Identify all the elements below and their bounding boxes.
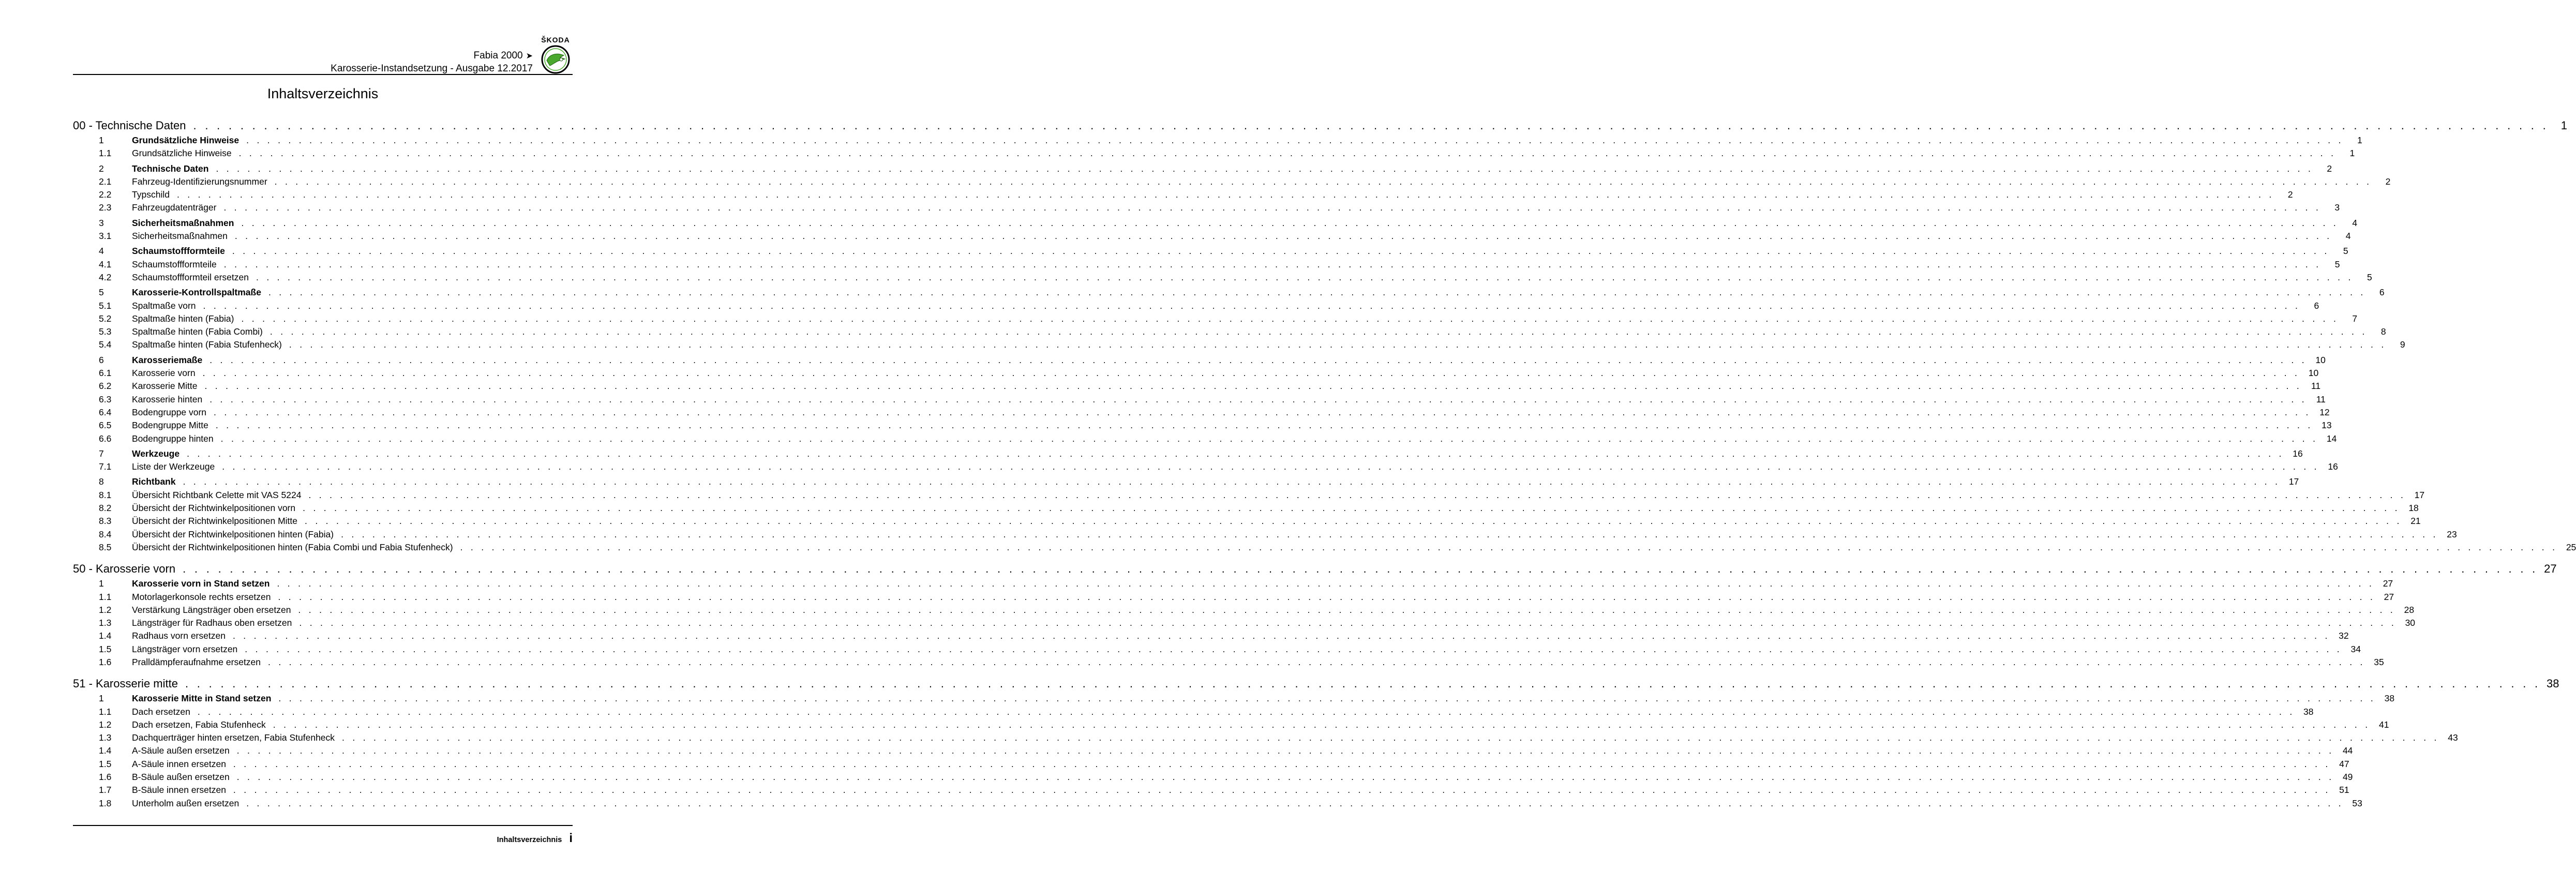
toc-number: 1.6	[99, 656, 112, 667]
toc-number: 1	[99, 693, 104, 704]
toc-page-number: 47	[2339, 758, 2349, 769]
toc-leader-dots: . . . . . . . . . . . . . . . . . . . . . . . . . . . . . . . . . . . . . . . . . . . . . . . . . . . . . . . . . . . . . . . . . . . . . . . . . . . . . . . . . . . . . . . . . . . . . . . . . . . . . . . . . . . . . . . . . . . . . . . . . . . . . . . . . . . . . . . . . . . . . . . . . . . . . . . . . . . . . . . . . . . . . . . . . . . . . . . . . . . . . . . . . . . . . . . . . . . . . . . .	[183, 476, 2281, 487]
brand-name: ŠKODA	[541, 36, 570, 44]
toc-page-number: 9	[2400, 339, 2405, 350]
footer-rule	[73, 825, 573, 826]
toc-page-number: 6	[2379, 287, 2385, 298]
toc-number: 5	[99, 287, 104, 298]
toc-label: Bodengruppe Mitte	[132, 420, 208, 431]
toc-number: 1	[99, 135, 104, 145]
toc-page-number: 5	[2334, 259, 2340, 269]
toc-section[interactable]	[73, 217, 2358, 231]
skoda-logo-icon	[541, 45, 570, 74]
toc-page-number: 25	[2566, 542, 2576, 552]
toc-page-number: 35	[2374, 656, 2384, 667]
toc-number: 7	[99, 448, 104, 459]
toc-page-number: 17	[2414, 489, 2425, 500]
toc-item[interactable]	[73, 300, 2319, 313]
toc-label: Technische Daten	[132, 163, 209, 174]
toc-page-number: 2	[2385, 176, 2391, 187]
toc-page-number: 23	[2447, 529, 2457, 539]
toc-label: Fahrzeugdatenträger	[132, 202, 217, 213]
toc-chapter[interactable]	[73, 562, 2557, 577]
toc-item[interactable]	[73, 656, 2384, 670]
toc-item[interactable]	[73, 529, 2457, 542]
toc-page-number: 28	[2404, 604, 2415, 615]
toc-leader-dots: . . . . . . . . . . . . . . . . . . . . . . . . . . . . . . . . . . . . . . . . . . . . . . . . . . . . . . . . . . . . . . . . . . . . . . . . . . . . . . . . . . . . . . . . . . . . . . . . . . . . . . . . . . . . . . . . . . . . . . . . . . . . . . . . . . . . . . . . . . . . . . . . . . . . . . . . . . . . . . . . . . . . . . . . . . . . . . . . . . . . . . . . . . . . . . . . . . . . . . . .	[342, 732, 2439, 743]
toc-item[interactable]	[73, 339, 2405, 352]
toc-item[interactable]	[73, 758, 2349, 772]
toc-leader-dots: . . . . . . . . . . . . . . . . . . . . . . . . . . . . . . . . . . . . . . . . . . . . . . . . . . . . . . . . . . . . . . . . . . . . . . . . . . . . . . . . . . . . . . . . . . . . . . . . . . . . . . . . . . . . . . . . . . . . . . . . . . . . . . . . . . . . . . . . . . . . . . . . . . . . . . . . . . . . . . . . . . . . . . . . . . . . . . . . . . . . . . . . . . . . . . . . . . . . . . . .	[245, 643, 2342, 654]
table-of-contents	[73, 119, 2576, 811]
toc-label: Grundsätzliche Hinweise	[132, 148, 232, 159]
toc-section[interactable]	[73, 448, 2303, 461]
toc-number: 3.1	[99, 231, 112, 242]
toc-leader-dots: . . . . . . . . . . . . . . . . . . . . . . . . . . . . . . . . . . . . . . . . . . . . . . . . . . . . . . . . . . . . . . . . . . . . . . . . . . . . . . . . . . . . . . . . . . . . . . . . . . . . . . . . . . . . . . . . . . . . . . . . . . . . . . . . . . . . . . . . . . . . . . . . . . . . . . . . . . . . . . . . . . . . . . . . . . . . . . . . . . . . . . . . . . . . . . . . . . . . . . . .	[223, 202, 2322, 213]
toc-page-number: 16	[2328, 461, 2338, 472]
toc-number: 1.3	[99, 618, 112, 628]
toc-item[interactable]	[73, 785, 2349, 798]
toc-page-number: 30	[2405, 618, 2416, 628]
toc-item[interactable]	[73, 202, 2340, 215]
toc-leader-dots: . . . . . . . . . . . . . . . . . . . . . . . . . . . . . . . . . . . . . . . . . . . . . . . . . . . . . . . . . . . . . . . . . . . . . . . . . . . . . . . . . . . . . . . . . . . . . . . . . . . . . . . . . . . . . . . . . . . . . . . . . . . . . . . . . . . . . . . . . . . . . . . . . . . . . . . . . . . . . . . . . . . . . . . . . . . . . . . . . . . . . . . . . . . . . . . . . . . . . . . .	[185, 677, 2541, 690]
toc-page-number: 4	[2345, 231, 2351, 242]
toc-number: 8.5	[99, 542, 112, 552]
toc-label: Übersicht der Richtwinkelpositionen vorn	[132, 503, 296, 514]
toc-page-number: 34	[2350, 643, 2361, 654]
toc-item[interactable]	[73, 489, 2425, 503]
toc-number: 1	[99, 578, 104, 589]
toc-item[interactable]	[73, 732, 2458, 745]
toc-label: 00 - Technische Daten	[73, 119, 186, 132]
brand-logo	[538, 36, 573, 74]
toc-label: Karosserie Mitte	[132, 381, 198, 392]
toc-leader-dots: . . . . . . . . . . . . . . . . . . . . . . . . . . . . . . . . . . . . . . . . . . . . . . . . . . . . . . . . . . . . . . . . . . . . . . . . . . . . . . . . . . . . . . . . . . . . . . . . . . . . . . . . . . . . . . . . . . . . . . . . . . . . . . . . . . . . . . . . . . . . . . . . . . . . . . . . . . . . . . . . . . . . . . . . . . . . . . . . . . . . . . . . . . . . . . . . . . . . . . . .	[256, 272, 2354, 282]
toc-label: Verstärkung Längsträger oben ersetzen	[132, 604, 291, 615]
toc-label: Schaumstoffformteile	[132, 259, 217, 269]
toc-page-number: 2	[2327, 163, 2332, 174]
toc-label: Längsträger für Radhaus oben ersetzen	[132, 618, 292, 628]
toc-page-number: 8	[2380, 326, 2386, 337]
toc-section[interactable]	[73, 163, 2332, 176]
toc-page-number: 27	[2544, 562, 2557, 576]
toc-label: Pralldämpferaufnahme ersetzen	[132, 656, 261, 667]
toc-number: 5.3	[99, 326, 112, 337]
toc-leader-dots: . . . . . . . . . . . . . . . . . . . . . . . . . . . . . . . . . . . . . . . . . . . . . . . . . . . . . . . . . . . . . . . . . . . . . . . . . . . . . . . . . . . . . . . . . . . . . . . . . . . . . . . . . . . . . . . . . . . . . . . . . . . . . . . . . . . . . . . . . . . . . . . . . . . . . . . . . . . . . . . . . . . . . . . . . . . . . . . . . . . . . . . . . . . . . . . . . . . . . . . .	[216, 163, 2314, 174]
toc-label: Spaltmaße hinten (Fabia Stufenheck)	[132, 339, 282, 350]
toc-page-number: 11	[2311, 381, 2321, 392]
toc-label: B-Säule innen ersetzen	[132, 785, 226, 795]
toc-number: 1.4	[99, 745, 112, 756]
toc-section[interactable]	[73, 354, 2326, 368]
toc-number: 6	[99, 354, 104, 365]
toc-item[interactable]	[73, 189, 2293, 202]
toc-number: 6.5	[99, 420, 112, 431]
toc-leader-dots: . . . . . . . . . . . . . . . . . . . . . . . . . . . . . . . . . . . . . . . . . . . . . . . . . . . . . . . . . . . . . . . . . . . . . . . . . . . . . . . . . . . . . . . . . . . . . . . . . . . . . . . . . . . . . . . . . . . . . . . . . . . . . . . . . . . . . . . . . . . . . . . . . . . . . . . . . . . . . . . . . . . . . . . . . . . . . . . . . . . . . . . . . . . . . . . . . . . . . . . .	[236, 772, 2334, 783]
toc-label: Karosserie vorn	[132, 368, 196, 379]
footer-label: Inhaltsverzeichnis	[497, 836, 562, 844]
toc-item[interactable]	[73, 719, 2389, 732]
toc-page-number: 17	[2288, 476, 2299, 487]
toc-item[interactable]	[73, 420, 2332, 433]
toc-item[interactable]	[73, 643, 2361, 657]
toc-label: 50 - Karosserie vorn	[73, 562, 176, 576]
toc-leader-dots: . . . . . . . . . . . . . . . . . . . . . . . . . . . . . . . . . . . . . . . . . . . . . . . . . . . . . . . . . . . . . . . . . . . . . . . . . . . . . . . . . . . . . . . . . . . . . . . . . . . . . . . . . . . . . . . . . . . . . . . . . . . . . . . . . . . . . . . . . . . . . . . . . . . . . . . . . . . . . . . . . . . . . . . . . . . . . . . . . . . . . . . . . . . . . . . . . . . . . . . .	[268, 287, 2366, 298]
toc-number: 7.1	[99, 461, 112, 472]
toc-section[interactable]	[73, 476, 2299, 489]
toc-section[interactable]	[73, 246, 2348, 259]
toc-page-number: 4	[2352, 217, 2358, 228]
toc-page-number: 18	[2408, 503, 2419, 514]
toc-number: 4.1	[99, 259, 112, 269]
toc-leader-dots: . . . . . . . . . . . . . . . . . . . . . . . . . . . . . . . . . . . . . . . . . . . . . . . . . . . . . . . . . . . . . . . . . . . . . . . . . . . . . . . . . . . . . . . . . . . . . . . . . . . . . . . . . . . . . . . . . . . . . . . . . . . . . . . . . . . . . . . . . . . . . . . . . . . . . . . . . . . . . . . . . . . . . . . . . . . . . . . . . . . . . . . . . . . . . . . . . . . . . . . .	[203, 300, 2301, 311]
toc-leader-dots: . . . . . . . . . . . . . . . . . . . . . . . . . . . . . . . . . . . . . . . . . . . . . . . . . . . . . . . . . . . . . . . . . . . . . . . . . . . . . . . . . . . . . . . . . . . . . . . . . . . . . . . . . . . . . . . . . . . . . . . . . . . . . . . . . . . . . . . . . . . . . . . . . . . . . . . . . . . . . . . . . . . . . . . . . . . . . . . . . . . . . . . . . . . . . . . . . . . . . . . .	[232, 630, 2330, 641]
toc-number: 1.1	[99, 591, 112, 602]
toc-leader-dots: . . . . . . . . . . . . . . . . . . . . . . . . . . . . . . . . . . . . . . . . . . . . . . . . . . . . . . . . . . . . . . . . . . . . . . . . . . . . . . . . . . . . . . . . . . . . . . . . . . . . . . . . . . . . . . . . . . . . . . . . . . . . . . . . . . . . . . . . . . . . . . . . . . . . . . . . . . . . . . . . . . . . . . . . . . . . . . . . . . . . . . . . . . . . . . . . . . . . . . . .	[234, 231, 2332, 242]
toc-label: Sicherheitsmaßnahmen	[132, 231, 228, 242]
toc-label: Längsträger vorn ersetzen	[132, 643, 238, 654]
arrow-right-icon: ➤	[526, 52, 533, 61]
toc-item[interactable]	[73, 394, 2326, 407]
toc-label: Typschild	[132, 189, 170, 200]
toc-section[interactable]	[73, 578, 2393, 591]
toc-item[interactable]	[73, 313, 2358, 326]
toc-number: 1.5	[99, 643, 112, 654]
toc-label: Richtbank	[132, 476, 176, 487]
toc-item[interactable]	[73, 407, 2330, 420]
toc-leader-dots: . . . . . . . . . . . . . . . . . . . . . . . . . . . . . . . . . . . . . . . . . . . . . . . . . . . . . . . . . . . . . . . . . . . . . . . . . . . . . . . . . . . . . . . . . . . . . . . . . . . . . . . . . . . . . . . . . . . . . . . . . . . . . . . . . . . . . . . . . . . . . . . . . . . . . . . . . . . . . . . . . . . . . . . . . . . . . . . . . . . . . . . . . . . . . . . . . . . . . . . .	[246, 135, 2344, 145]
toc-section[interactable]	[73, 693, 2395, 706]
toc-page-number: 1	[2560, 119, 2568, 132]
toc-item[interactable]	[73, 231, 2351, 244]
toc-leader-dots: . . . . . . . . . . . . . . . . . . . . . . . . . . . . . . . . . . . . . . . . . . . . . . . . . . . . . . . . . . . . . . . . . . . . . . . . . . . . . . . . . . . . . . . . . . . . . . . . . . . . . . . . . . . . . . . . . . . . . . . . . . . . . . . . . . . . . . . . . . . . . . . . . . . . . . . . . . . . . . . . . . . . . . . . . . . . . . . . . . . . . . . . . . . . . . . . . . . . . . . .	[238, 148, 2337, 159]
page-footer	[497, 831, 573, 846]
toc-leader-dots: . . . . . . . . . . . . . . . . . . . . . . . . . . . . . . . . . . . . . . . . . . . . . . . . . . . . . . . . . . . . . . . . . . . . . . . . . . . . . . . . . . . . . . . . . . . . . . . . . . . . . . . . . . . . . . . . . . . . . . . . . . . . . . . . . . . . . . . . . . . . . . . . . . . . . . . . . . . . . . . . . . . . . . . . . . . . . . . . . . . . . . . . . . . . . . . . . . . . . . . .	[197, 706, 2295, 717]
toc-leader-dots: . . . . . . . . . . . . . . . . . . . . . . . . . . . . . . . . . . . . . . . . . . . . . . . . . . . . . . . . . . . . . . . . . . . . . . . . . . . . . . . . . . . . . . . . . . . . . . . . . . . . . . . . . . . . . . . . . . . . . . . . . . . . . . . . . . . . . . . . . . . . . . . . . . . . . . . . . . . . . . . . . . . . . . . . . . . . . . . . . . . . . . . . . . . . . . . . . . . . . . . .	[187, 448, 2284, 459]
toc-leader-dots: . . . . . . . . . . . . . . . . . . . . . . . . . . . . . . . . . . . . . . . . . . . . . . . . . . . . . . . . . . . . . . . . . . . . . . . . . . . . . . . . . . . . . . . . . . . . . . . . . . . . . . . . . . . . . . . . . . . . . . . . . . . . . . . . . . . . . . . . . . . . . . . . . . . . . . . . . . . . . . . . . . . . . . . . . . . . . . . . . . . . . . . . . . . . . . . . . . . . . . . .	[233, 785, 2331, 795]
toc-label: Bodengruppe vorn	[132, 407, 206, 417]
toc-number: 5.2	[99, 313, 112, 324]
toc-item[interactable]	[73, 272, 2372, 285]
header-subtitle: Karosserie-Instandsetzung - Ausgabe 12.2017	[331, 63, 533, 74]
toc-label: Übersicht der Richtwinkelpositionen hinten (Fabia Combi und Fabia Stufenheck)	[132, 542, 453, 552]
toc-leader-dots: . . . . . . . . . . . . . . . . . . . . . . . . . . . . . . . . . . . . . . . . . . . . . . . . . . . . . . . . . . . . . . . . . . . . . . . . . . . . . . . . . . . . . . . . . . . . . . . . . . . . . . . . . . . . . . . . . . . . . . . . . . . . . . . . . . . . . . . . . . . . . . . . . . . . . . . . . . . . . . . . . . . . . . . . . . . . . . . . . . . . . . . . . . . . . . . . . . . . . . . .	[341, 529, 2438, 539]
toc-page-number: 10	[2315, 354, 2326, 365]
toc-leader-dots: . . . . . . . . . . . . . . . . . . . . . . . . . . . . . . . . . . . . . . . . . . . . . . . . . . . . . . . . . . . . . . . . . . . . . . . . . . . . . . . . . . . . . . . . . . . . . . . . . . . . . . . . . . . . . . . . . . . . . . . . . . . . . . . . . . . . . . . . . . . . . . . . . . . . . . . . . . . . . . . . . . . . . . . . . . . . . . . . . . . . . . . . . . . . . . . . . . . . . . . .	[232, 246, 2330, 257]
header-model-line	[331, 50, 533, 62]
toc-number: 1.2	[99, 719, 112, 730]
toc-leader-dots: . . . . . . . . . . . . . . . . . . . . . . . . . . . . . . . . . . . . . . . . . . . . . . . . . . . . . . . . . . . . . . . . . . . . . . . . . . . . . . . . . . . . . . . . . . . . . . . . . . . . . . . . . . . . . . . . . . . . . . . . . . . . . . . . . . . . . . . . . . . . . . . . . . . . . . . . . . . . . . . . . . . . . . . . . . . . . . . . . . . . . . . . . . . . . . . . . . . . . . . .	[278, 591, 2376, 602]
toc-leader-dots: . . . . . . . . . . . . . . . . . . . . . . . . . . . . . . . . . . . . . . . . . . . . . . . . . . . . . . . . . . . . . . . . . . . . . . . . . . . . . . . . . . . . . . . . . . . . . . . . . . . . . . . . . . . . . . . . . . . . . . . . . . . . . . . . . . . . . . . . . . . . . . . . . . . . . . . . . . . . . . . . . . . . . . . . . . . . . . . . . . . . . . . . . . . . . . . . . . . . . . . .	[273, 719, 2371, 730]
toc-leader-dots: . . . . . . . . . . . . . . . . . . . . . . . . . . . . . . . . . . . . . . . . . . . . . . . . . . . . . . . . . . . . . . . . . . . . . . . . . . . . . . . . . . . . . . . . . . . . . . . . . . . . . . . . . . . . . . . . . . . . . . . . . . . . . . . . . . . . . . . . . . . . . . . . . . . . . . . . . . . . . . . . . . . . . . . . . . . . . . . . . . . . . . . . . . . . . . . . . . . . . . . .	[220, 433, 2318, 444]
toc-page-number: 38	[2384, 693, 2395, 704]
toc-number: 1.8	[99, 798, 112, 808]
toc-page-number: 14	[2326, 433, 2337, 444]
toc-page-number: 2	[2287, 189, 2293, 200]
toc-leader-dots: . . . . . . . . . . . . . . . . . . . . . . . . . . . . . . . . . . . . . . . . . . . . . . . . . . . . . . . . . . . . . . . . . . . . . . . . . . . . . . . . . . . . . . . . . . . . . . . . . . . . . . . . . . . . . . . . . . . . . . . . . . . . . . . . . . . . . . . . . . . . . . . . . . . . . . . . . . . . . . . . . . . . . . . . . . . . . . . . . . . . . . . . . . . . . . . . . . . . . . . .	[222, 461, 2319, 472]
toc-number: 8.2	[99, 503, 112, 514]
toc-leader-dots: . . . . . . . . . . . . . . . . . . . . . . . . . . . . . . . . . . . . . . . . . . . . . . . . . . . . . . . . . . . . . . . . . . . . . . . . . . . . . . . . . . . . . . . . . . . . . . . . . . . . . . . . . . . . . . . . . . . . . . . . . . . . . . . . . . . . . . . . . . . . . . . . . . . . . . . . . . . . . . . . . . . . . . . . . . . . . . . . . . . . . . . . . . . . . . . . . . . . . . . .	[236, 745, 2334, 756]
toc-leader-dots: . . . . . . . . . . . . . . . . . . . . . . . . . . . . . . . . . . . . . . . . . . . . . . . . . . . . . . . . . . . . . . . . . . . . . . . . . . . . . . . . . . . . . . . . . . . . . . . . . . . . . . . . . . . . . . . . . . . . . . . . . . . . . . . . . . . . . . . . . . . . . . . . . . . . . . . . . . . . . . . . . . . . . . . . . . . . . . . . . . . . . . . . . . . . . . . . . . . . . . . .	[176, 189, 2274, 200]
toc-leader-dots: . . . . . . . . . . . . . . . . . . . . . . . . . . . . . . . . . . . . . . . . . . . . . . . . . . . . . . . . . . . . . . . . . . . . . . . . . . . . . . . . . . . . . . . . . . . . . . . . . . . . . . . . . . . . . . . . . . . . . . . . . . . . . . . . . . . . . . . . . . . . . . . . . . . . . . . . . . . . . . . . . . . . . . . . . . . . . . . . . . . . . . . . . . . . . . . . . . . . . . . .	[289, 339, 2387, 350]
toc-page-number: 6	[2314, 300, 2319, 311]
toc-number: 8.3	[99, 516, 112, 527]
toc-section[interactable]	[73, 135, 2362, 148]
toc-label: Grundsätzliche Hinweise	[132, 135, 239, 145]
toc-page-number: 38	[2547, 677, 2559, 690]
toc-label: Fahrzeug-Identifizierungsnummer	[132, 176, 267, 187]
toc-page-number: 10	[2308, 368, 2319, 379]
toc-label: Spaltmaße vorn	[132, 300, 196, 311]
toc-leader-dots: . . . . . . . . . . . . . . . . . . . . . . . . . . . . . . . . . . . . . . . . . . . . . . . . . . . . . . . . . . . . . . . . . . . . . . . . . . . . . . . . . . . . . . . . . . . . . . . . . . . . . . . . . . . . . . . . . . . . . . . . . . . . . . . . . . . . . . . . . . . . . . . . . . . . . . . . . . . . . . . . . . . . . . . . . . . . . . . . . . . . . . . . . . . . . . . . . . . . . . . .	[183, 562, 2538, 576]
toc-number: 6.4	[99, 407, 112, 417]
toc-label: Sicherheitsmaßnahmen	[132, 217, 234, 228]
toc-number: 3	[99, 217, 104, 228]
toc-leader-dots: . . . . . . . . . . . . . . . . . . . . . . . . . . . . . . . . . . . . . . . . . . . . . . . . . . . . . . . . . . . . . . . . . . . . . . . . . . . . . . . . . . . . . . . . . . . . . . . . . . . . . . . . . . . . . . . . . . . . . . . . . . . . . . . . . . . . . . . . . . . . . . . . . . . . . . . . . . . . . . . . . . . . . . . . . . . . . . . . . . . . . . . . . . . . . . . . . . . . . . . .	[303, 503, 2400, 514]
toc-page-number: 7	[2352, 313, 2358, 324]
toc-item[interactable]	[73, 259, 2340, 272]
toc-leader-dots: . . . . . . . . . . . . . . . . . . . . . . . . . . . . . . . . . . . . . . . . . . . . . . . . . . . . . . . . . . . . . . . . . . . . . . . . . . . . . . . . . . . . . . . . . . . . . . . . . . . . . . . . . . . . . . . . . . . . . . . . . . . . . . . . . . . . . . . . . . . . . . . . . . . . . . . . . . . . . . . . . . . . . . . . . . . . . . . . . . . . . . . . . . . . . . . . . . . . . . . .	[215, 420, 2313, 431]
toc-number: 6.6	[99, 433, 112, 444]
toc-leader-dots: . . . . . . . . . . . . . . . . . . . . . . . . . . . . . . . . . . . . . . . . . . . . . . . . . . . . . . . . . . . . . . . . . . . . . . . . . . . . . . . . . . . . . . . . . . . . . . . . . . . . . . . . . . . . . . . . . . . . . . . . . . . . . . . . . . . . . . . . . . . . . . . . . . . . . . . . . . . . . . . . . . . . . . . . . . . . . . . . . . . . . . . . . . . . . . . . . . . . . . . .	[223, 259, 2322, 269]
toc-item[interactable]	[73, 706, 2314, 719]
toc-leader-dots: . . . . . . . . . . . . . . . . . . . . . . . . . . . . . . . . . . . . . . . . . . . . . . . . . . . . . . . . . . . . . . . . . . . . . . . . . . . . . . . . . . . . . . . . . . . . . . . . . . . . . . . . . . . . . . . . . . . . . . . . . . . . . . . . . . . . . . . . . . . . . . . . . . . . . . . . . . . . . . . . . . . . . . . . . . . . . . . . . . . . . . . . . . . . . . . . . . . . . . . .	[298, 604, 2396, 615]
toc-label: Unterholm außen ersetzen	[132, 798, 239, 808]
toc-item[interactable]	[73, 630, 2349, 643]
toc-page-number: 16	[2293, 448, 2303, 459]
toc-leader-dots: . . . . . . . . . . . . . . . . . . . . . . . . . . . . . . . . . . . . . . . . . . . . . . . . . . . . . . . . . . . . . . . . . . . . . . . . . . . . . . . . . . . . . . . . . . . . . . . . . . . . . . . . . . . . . . . . . . . . . . . . . . . . . . . . . . . . . . . . . . . . . . . . . . . . . . . . . . . . . . . . . . . . . . . . . . . . . . . . . . . . . . . . . . . . . . . . . . . . . . . .	[233, 758, 2331, 769]
toc-label: Karosserie hinten	[132, 394, 203, 404]
toc-label: Dach ersetzen	[132, 706, 190, 717]
toc-label: Spaltmaße hinten (Fabia)	[132, 313, 234, 324]
toc-page-number: 5	[2367, 272, 2372, 282]
toc-leader-dots: . . . . . . . . . . . . . . . . . . . . . . . . . . . . . . . . . . . . . . . . . . . . . . . . . . . . . . . . . . . . . . . . . . . . . . . . . . . . . . . . . . . . . . . . . . . . . . . . . . . . . . . . . . . . . . . . . . . . . . . . . . . . . . . . . . . . . . . . . . . . . . . . . . . . . . . . . . . . . . . . . . . . . . . . . . . . . . . . . . . . . . . . . . . . . . . . . . . . . . . .	[204, 381, 2302, 392]
toc-chapter[interactable]	[73, 677, 2559, 692]
header-model: Fabia 2000	[473, 50, 523, 61]
toc-leader-dots: . . . . . . . . . . . . . . . . . . . . . . . . . . . . . . . . . . . . . . . . . . . . . . . . . . . . . . . . . . . . . . . . . . . . . . . . . . . . . . . . . . . . . . . . . . . . . . . . . . . . . . . . . . . . . . . . . . . . . . . . . . . . . . . . . . . . . . . . . . . . . . . . . . . . . . . . . . . . . . . . . . . . . . . . . . . . . . . . . . . . . . . . . . . . . . . . . . . . . . . .	[305, 516, 2402, 527]
toc-item[interactable]	[73, 591, 2394, 605]
footer-page-number: i	[569, 831, 573, 845]
toc-number: 6.3	[99, 394, 112, 404]
toc-label: Spaltmaße hinten (Fabia Combi)	[132, 326, 263, 337]
toc-number: 1.3	[99, 732, 112, 743]
toc-number: 5.1	[99, 300, 112, 311]
toc-page-number: 21	[2410, 516, 2421, 527]
toc-label: A-Säule außen ersetzen	[132, 745, 230, 756]
toc-label: Übersicht der Richtwinkelpositionen Mitte	[132, 516, 297, 527]
toc-label: Übersicht Richtbank Celette mit VAS 5224	[132, 489, 302, 500]
toc-number: 2.3	[99, 202, 112, 213]
toc-leader-dots: . . . . . . . . . . . . . . . . . . . . . . . . . . . . . . . . . . . . . . . . . . . . . . . . . . . . . . . . . . . . . . . . . . . . . . . . . . . . . . . . . . . . . . . . . . . . . . . . . . . . . . . . . . . . . . . . . . . . . . . . . . . . . . . . . . . . . . . . . . . . . . . . . . . . . . . . . . . . . . . . . . . . . . . . . . . . . . . . . . . . . . . . . . . . . . . . . . . . . . . .	[202, 368, 2300, 379]
toc-label: Karosserie-Kontrollspaltmaße	[132, 287, 261, 298]
toc-item[interactable]	[73, 798, 2362, 811]
toc-label: Radhaus vorn ersetzen	[132, 630, 226, 641]
toc-number: 1.7	[99, 785, 112, 795]
toc-number: 1.1	[99, 706, 112, 717]
toc-page-number: 38	[2303, 706, 2314, 717]
toc-page-number: 13	[2322, 420, 2332, 431]
toc-page-number: 32	[2339, 630, 2349, 641]
toc-item[interactable]	[73, 516, 2421, 529]
toc-number: 1.5	[99, 758, 112, 769]
toc-page-number: 1	[2349, 148, 2355, 159]
toc-label: 51 - Karosserie mitte	[73, 677, 178, 690]
toc-leader-dots: . . . . . . . . . . . . . . . . . . . . . . . . . . . . . . . . . . . . . . . . . . . . . . . . . . . . . . . . . . . . . . . . . . . . . . . . . . . . . . . . . . . . . . . . . . . . . . . . . . . . . . . . . . . . . . . . . . . . . . . . . . . . . . . . . . . . . . . . . . . . . . . . . . . . . . . . . . . . . . . . . . . . . . . . . . . . . . . . . . . . . . . . . . . . . . . . . . . . . . . .	[241, 313, 2339, 324]
toc-item[interactable]	[73, 542, 2576, 555]
toc-page-number: 51	[2339, 785, 2349, 795]
toc-section[interactable]	[73, 287, 2385, 300]
toc-number: 8.4	[99, 529, 112, 539]
toc-number: 4.2	[99, 272, 112, 282]
toc-leader-dots: . . . . . . . . . . . . . . . . . . . . . . . . . . . . . . . . . . . . . . . . . . . . . . . . . . . . . . . . . . . . . . . . . . . . . . . . . . . . . . . . . . . . . . . . . . . . . . . . . . . . . . . . . . . . . . . . . . . . . . . . . . . . . . . . . . . . . . . . . . . . . . . . . . . . . . . . . . . . . . . . . . . . . . . . . . . . . . . . . . . . . . . . . . . . . . . . . . . . . . . .	[214, 407, 2311, 417]
toc-page-number: 27	[2384, 591, 2394, 602]
toc-label: Karosseriemaße	[132, 354, 203, 365]
toc-page-number: 27	[2383, 578, 2393, 589]
toc-page-number: 5	[2343, 246, 2348, 257]
toc-label: Karosserie vorn in Stand setzen	[132, 578, 270, 589]
toc-number: 8	[99, 476, 104, 487]
toc-item[interactable]	[73, 176, 2391, 189]
toc-number: 6.1	[99, 368, 112, 379]
toc-leader-dots: . . . . . . . . . . . . . . . . . . . . . . . . . . . . . . . . . . . . . . . . . . . . . . . . . . . . . . . . . . . . . . . . . . . . . . . . . . . . . . . . . . . . . . . . . . . . . . . . . . . . . . . . . . . . . . . . . . . . . . . . . . . . . . . . . . . . . . . . . . . . . . . . . . . . . . . . . . . . . . . . . . . . . . . . . . . . . . . . . . . . . . . . . . . . . . . . . . . . . . . .	[268, 656, 2365, 667]
toc-item[interactable]	[73, 604, 2415, 618]
toc-leader-dots: . . . . . . . . . . . . . . . . . . . . . . . . . . . . . . . . . . . . . . . . . . . . . . . . . . . . . . . . . . . . . . . . . . . . . . . . . . . . . . . . . . . . . . . . . . . . . . . . . . . . . . . . . . . . . . . . . . . . . . . . . . . . . . . . . . . . . . . . . . . . . . . . . . . . . . . . . . . . . . . . . . . . . . . . . . . . . . . . . . . . . . . . . . . . . . . . . . . . . . . .	[193, 119, 2549, 132]
toc-number: 6.2	[99, 381, 112, 392]
toc-leader-dots: . . . . . . . . . . . . . . . . . . . . . . . . . . . . . . . . . . . . . . . . . . . . . . . . . . . . . . . . . . . . . . . . . . . . . . . . . . . . . . . . . . . . . . . . . . . . . . . . . . . . . . . . . . . . . . . . . . . . . . . . . . . . . . . . . . . . . . . . . . . . . . . . . . . . . . . . . . . . . . . . . . . . . . . . . . . . . . . . . . . . . . . . . . . . . . . . . . . . . . . .	[460, 542, 2558, 552]
toc-item[interactable]	[73, 461, 2338, 474]
toc-number: 1.1	[99, 148, 112, 159]
toc-page-number: 1	[2357, 135, 2362, 145]
toc-leader-dots: . . . . . . . . . . . . . . . . . . . . . . . . . . . . . . . . . . . . . . . . . . . . . . . . . . . . . . . . . . . . . . . . . . . . . . . . . . . . . . . . . . . . . . . . . . . . . . . . . . . . . . . . . . . . . . . . . . . . . . . . . . . . . . . . . . . . . . . . . . . . . . . . . . . . . . . . . . . . . . . . . . . . . . . . . . . . . . . . . . . . . . . . . . . . . . . . . . . . . . . .	[308, 489, 2406, 500]
toc-leader-dots: . . . . . . . . . . . . . . . . . . . . . . . . . . . . . . . . . . . . . . . . . . . . . . . . . . . . . . . . . . . . . . . . . . . . . . . . . . . . . . . . . . . . . . . . . . . . . . . . . . . . . . . . . . . . . . . . . . . . . . . . . . . . . . . . . . . . . . . . . . . . . . . . . . . . . . . . . . . . . . . . . . . . . . . . . . . . . . . . . . . . . . . . . . . . . . . . . . . . . . . .	[277, 578, 2375, 589]
toc-leader-dots: . . . . . . . . . . . . . . . . . . . . . . . . . . . . . . . . . . . . . . . . . . . . . . . . . . . . . . . . . . . . . . . . . . . . . . . . . . . . . . . . . . . . . . . . . . . . . . . . . . . . . . . . . . . . . . . . . . . . . . . . . . . . . . . . . . . . . . . . . . . . . . . . . . . . . . . . . . . . . . . . . . . . . . . . . . . . . . . . . . . . . . . . . . . . . . . . . . . . . . . .	[209, 394, 2307, 404]
toc-label: Karosserie Mitte in Stand setzen	[132, 693, 272, 704]
toc-page-number: 53	[2352, 798, 2362, 808]
toc-number: 2.2	[99, 189, 112, 200]
toc-leader-dots: . . . . . . . . . . . . . . . . . . . . . . . . . . . . . . . . . . . . . . . . . . . . . . . . . . . . . . . . . . . . . . . . . . . . . . . . . . . . . . . . . . . . . . . . . . . . . . . . . . . . . . . . . . . . . . . . . . . . . . . . . . . . . . . . . . . . . . . . . . . . . . . . . . . . . . . . . . . . . . . . . . . . . . . . . . . . . . . . . . . . . . . . . . . . . . . . . . . . . . . .	[299, 618, 2397, 628]
header-text	[331, 50, 533, 75]
toc-leader-dots: . . . . . . . . . . . . . . . . . . . . . . . . . . . . . . . . . . . . . . . . . . . . . . . . . . . . . . . . . . . . . . . . . . . . . . . . . . . . . . . . . . . . . . . . . . . . . . . . . . . . . . . . . . . . . . . . . . . . . . . . . . . . . . . . . . . . . . . . . . . . . . . . . . . . . . . . . . . . . . . . . . . . . . . . . . . . . . . . . . . . . . . . . . . . . . . . . . . . . . . .	[246, 798, 2344, 808]
toc-number: 2	[99, 163, 104, 174]
page-title: Inhaltsverzeichnis	[267, 86, 379, 101]
toc-number: 4	[99, 246, 104, 257]
toc-label: Schaumstoffformteil ersetzen	[132, 272, 249, 282]
toc-label: Liste der Werkzeuge	[132, 461, 215, 472]
page-header	[73, 31, 573, 74]
toc-page-number: 43	[2448, 732, 2458, 743]
toc-page-number: 44	[2342, 745, 2353, 756]
toc-leader-dots: . . . . . . . . . . . . . . . . . . . . . . . . . . . . . . . . . . . . . . . . . . . . . . . . . . . . . . . . . . . . . . . . . . . . . . . . . . . . . . . . . . . . . . . . . . . . . . . . . . . . . . . . . . . . . . . . . . . . . . . . . . . . . . . . . . . . . . . . . . . . . . . . . . . . . . . . . . . . . . . . . . . . . . . . . . . . . . . . . . . . . . . . . . . . . . . . . . . . . . . .	[269, 326, 2368, 337]
toc-chapter[interactable]	[73, 119, 2568, 133]
toc-item[interactable]	[73, 148, 2355, 161]
toc-number: 1.2	[99, 604, 112, 615]
toc-page-number: 11	[2316, 394, 2326, 404]
toc-leader-dots: . . . . . . . . . . . . . . . . . . . . . . . . . . . . . . . . . . . . . . . . . . . . . . . . . . . . . . . . . . . . . . . . . . . . . . . . . . . . . . . . . . . . . . . . . . . . . . . . . . . . . . . . . . . . . . . . . . . . . . . . . . . . . . . . . . . . . . . . . . . . . . . . . . . . . . . . . . . . . . . . . . . . . . . . . . . . . . . . . . . . . . . . . . . . . . . . . . . . . . . .	[278, 693, 2376, 704]
toc-leader-dots: . . . . . . . . . . . . . . . . . . . . . . . . . . . . . . . . . . . . . . . . . . . . . . . . . . . . . . . . . . . . . . . . . . . . . . . . . . . . . . . . . . . . . . . . . . . . . . . . . . . . . . . . . . . . . . . . . . . . . . . . . . . . . . . . . . . . . . . . . . . . . . . . . . . . . . . . . . . . . . . . . . . . . . . . . . . . . . . . . . . . . . . . . . . . . . . . . . . . . . . .	[241, 217, 2339, 228]
toc-item[interactable]	[73, 772, 2353, 785]
toc-leader-dots: . . . . . . . . . . . . . . . . . . . . . . . . . . . . . . . . . . . . . . . . . . . . . . . . . . . . . . . . . . . . . . . . . . . . . . . . . . . . . . . . . . . . . . . . . . . . . . . . . . . . . . . . . . . . . . . . . . . . . . . . . . . . . . . . . . . . . . . . . . . . . . . . . . . . . . . . . . . . . . . . . . . . . . . . . . . . . . . . . . . . . . . . . . . . . . . . . . . . . . . .	[274, 176, 2372, 187]
toc-page-number: 49	[2342, 772, 2353, 783]
toc-label: Schaumstoffformteile	[132, 246, 225, 257]
toc-item[interactable]	[73, 745, 2353, 758]
toc-item[interactable]	[73, 503, 2419, 516]
toc-number: 1.6	[99, 772, 112, 783]
toc-label: Dachquerträger hinten ersetzen, Fabia Stufenheck	[132, 732, 335, 743]
toc-label: Dach ersetzen, Fabia Stufenheck	[132, 719, 266, 730]
toc-number: 8.1	[99, 489, 112, 500]
toc-label: Motorlagerkonsole rechts ersetzen	[132, 591, 271, 602]
toc-item[interactable]	[73, 368, 2319, 381]
toc-label: A-Säule innen ersetzen	[132, 758, 226, 769]
toc-page-number: 3	[2334, 202, 2340, 213]
toc-item[interactable]	[73, 433, 2337, 446]
toc-page-number: 41	[2378, 719, 2389, 730]
toc-label: Bodengruppe hinten	[132, 433, 214, 444]
toc-number: 5.4	[99, 339, 112, 350]
toc-page-number: 12	[2319, 407, 2330, 417]
toc-label: Werkzeuge	[132, 448, 180, 459]
toc-item[interactable]	[73, 618, 2416, 630]
toc-label: B-Säule außen ersetzen	[132, 772, 230, 783]
header-rule	[73, 74, 573, 75]
toc-number: 2.1	[99, 176, 112, 187]
toc-number: 1.4	[99, 630, 112, 641]
toc-item[interactable]	[73, 326, 2386, 339]
toc-leader-dots: . . . . . . . . . . . . . . . . . . . . . . . . . . . . . . . . . . . . . . . . . . . . . . . . . . . . . . . . . . . . . . . . . . . . . . . . . . . . . . . . . . . . . . . . . . . . . . . . . . . . . . . . . . . . . . . . . . . . . . . . . . . . . . . . . . . . . . . . . . . . . . . . . . . . . . . . . . . . . . . . . . . . . . . . . . . . . . . . . . . . . . . . . . . . . . . . . . . . . . . .	[209, 354, 2307, 365]
toc-label: Übersicht der Richtwinkelpositionen hinten (Fabia)	[132, 529, 334, 539]
toc-item[interactable]	[73, 381, 2321, 394]
